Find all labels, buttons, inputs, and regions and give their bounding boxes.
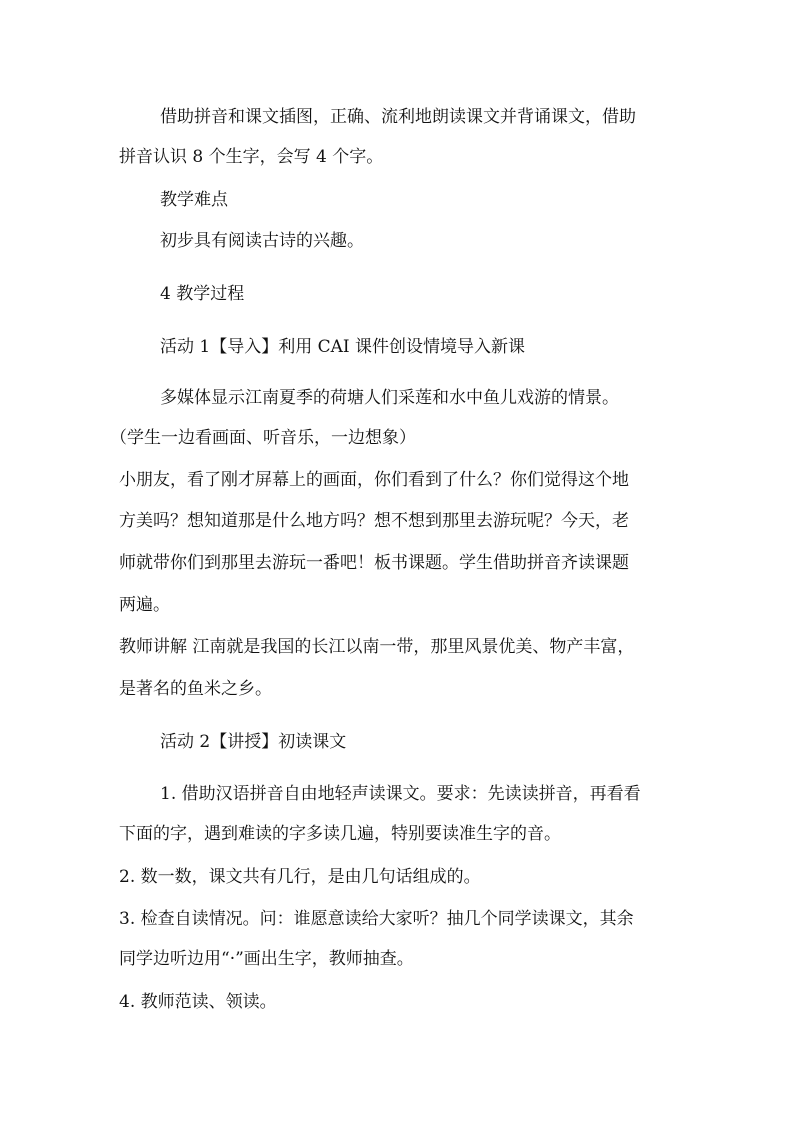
objectives-line-2: 拼音认识 8 个生字，会写 4 个字。 [119,147,384,167]
activity2-step3-line2: 同学边听边用“·”画出生字，教师抽查。 [119,949,414,969]
activity1-para1-line2: （学生一边看画面、听音乐，一边想象） [110,428,416,448]
activity1-para2-line1: 小朋友，看了刚才屏幕上的画面，你们看到了什么？你们觉得这个地 [119,470,629,490]
activity2-step3-line1: 3. 检查自读情况。问：谁愿意读给大家听？抽几个同学读课文，其余 [119,909,634,929]
activity2-title: 活动 2【讲授】初读课文 [160,732,347,752]
difficulty-heading: 教学难点 [160,190,228,210]
difficulty-text: 初步具有阅读古诗的兴趣。 [160,231,364,251]
activity1-para2-line4: 两遍。 [119,595,170,615]
activity1-para2-line3: 师就带你们到那里去游玩一番吧！板书课题。学生借助拼音齐读课题 [119,553,629,573]
process-heading: 4 教学过程 [160,284,245,304]
activity1-para1-line1: 多媒体显示江南夏季的荷塘人们采莲和水中鱼儿戏游的情景。 [160,388,619,408]
activity2-step4: 4. 教师范读、领读。 [119,992,277,1012]
objectives-line-1: 借助拼音和课文插图，正确、流利地朗读课文并背诵课文，借助 [160,107,636,127]
activity2-step2: 2. 数一数，课文共有几行，是由几句话组成的。 [119,867,481,887]
activity1-title: 活动 1【导入】利用 CAI 课件创设情境导入新课 [160,337,526,357]
activity1-para2-line2: 方美吗？想知道那是什么地方吗？想不想到那里去游玩呢？今天，老 [119,511,629,531]
activity1-para3-line1: 教师讲解 江南就是我国的长江以南一带，那里风景优美、物产丰富， [119,637,635,657]
activity1-para3-line2: 是著名的鱼米之乡。 [119,679,272,699]
activity2-step1-line2: 下面的字，遇到难读的字多读几遍，特别要读准生字的音。 [119,824,561,844]
activity2-step1-line1: 1. 借助汉语拼音自由地轻声读课文。要求：先读读拼音，再看看 [160,784,641,804]
